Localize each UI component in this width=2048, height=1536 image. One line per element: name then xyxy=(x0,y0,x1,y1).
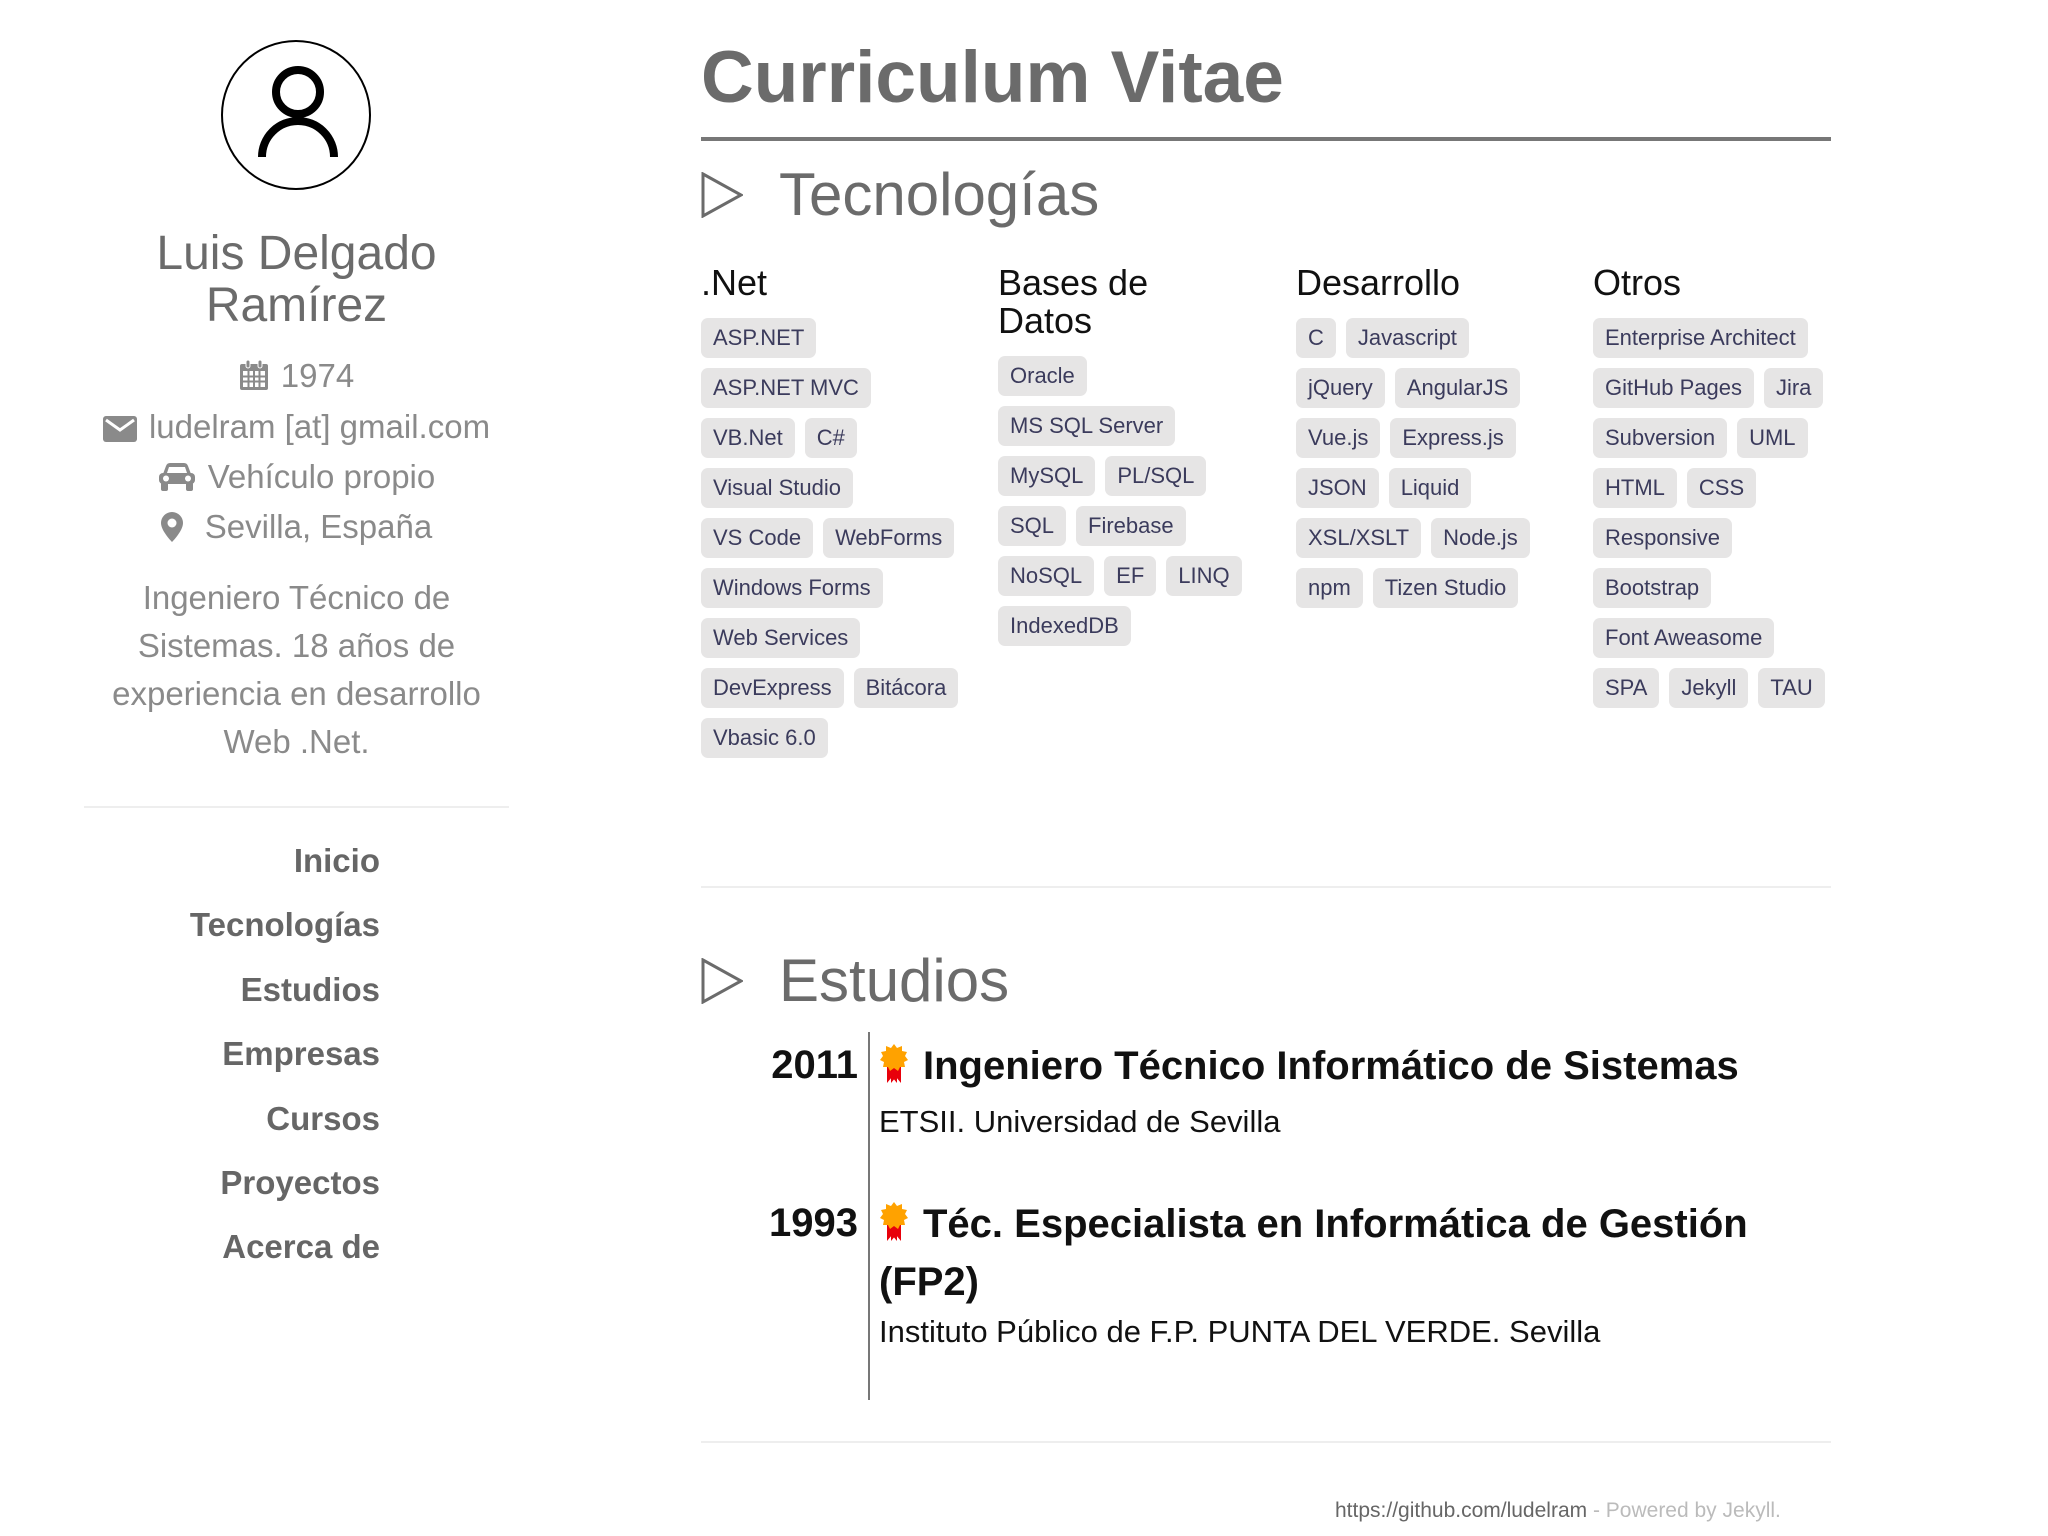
tech-column-otros xyxy=(1593,264,1883,708)
nav-proyectos[interactable]: Proyectos xyxy=(220,1163,380,1201)
tech-chip: Jira xyxy=(1764,368,1823,408)
tech-chip: C# xyxy=(805,418,857,458)
tech-chip: Liquid xyxy=(1389,468,1472,508)
tech-chip: WebForms xyxy=(823,518,954,558)
tech-chip: HTML xyxy=(1593,468,1677,508)
profile-description: Ingeniero Técnico de Sistemas. 18 años de experiencia en desarrollo Web .Net. xyxy=(112,579,481,760)
tech-chip: AngularJS xyxy=(1395,368,1521,408)
nav-estudios[interactable]: Estudios xyxy=(240,970,380,1008)
tech-chip: Express.js xyxy=(1390,418,1515,458)
tech-chip: C xyxy=(1296,318,1336,358)
tech-chip: DevExpress xyxy=(701,668,844,708)
github-link[interactable]: https://github.com/ludelram xyxy=(1335,1499,1588,1522)
tech-chip: UML xyxy=(1737,418,1807,458)
tech-column-desarrollo xyxy=(1296,264,1586,608)
tech-chip: IndexedDB xyxy=(998,606,1131,646)
chip-list xyxy=(1593,318,1833,708)
sidebar-divider xyxy=(84,806,509,808)
tech-chip: GitHub Pages xyxy=(1593,368,1754,408)
profile-name: Luis Delgado Ramírez xyxy=(156,227,437,332)
tech-chip: Vue.js xyxy=(1296,418,1380,458)
tech-chip: Javascript xyxy=(1346,318,1469,358)
tech-chip: EF xyxy=(1104,556,1156,596)
car-icon xyxy=(158,461,196,501)
tech-chip: Vbasic 6.0 xyxy=(701,718,828,758)
tech-chip: PL/SQL xyxy=(1105,456,1206,496)
chip-list xyxy=(701,318,961,758)
column-title: .Net xyxy=(701,262,768,303)
column-title: Otros xyxy=(1593,262,1682,303)
chip-list xyxy=(998,356,1258,646)
tech-chip: Visual Studio xyxy=(701,468,853,508)
timeline-line xyxy=(868,1032,870,1400)
tech-chip: Responsive xyxy=(1593,518,1732,558)
tech-chip: Oracle xyxy=(998,356,1087,396)
nav-acerca-de[interactable]: Acerca de xyxy=(222,1228,380,1266)
tech-chip: Jekyll xyxy=(1669,668,1748,708)
page-title: Curriculum Vitae xyxy=(701,37,1284,118)
tech-chip: Enterprise Architect xyxy=(1593,318,1808,358)
tech-chip: SPA xyxy=(1593,668,1659,708)
vehicle: Vehículo propio xyxy=(84,457,509,501)
nav-inicio[interactable]: Inicio xyxy=(293,842,380,879)
tech-chip: XSL/XSLT xyxy=(1296,518,1421,558)
location: Sevilla, España xyxy=(84,507,509,551)
tech-chip: Node.js xyxy=(1431,518,1530,558)
tech-column-net xyxy=(701,264,991,758)
study-title: Téc. Especialista en Informática de Gestión (FP2) xyxy=(879,1202,1748,1304)
tech-chip: ASP.NET MVC xyxy=(701,368,871,408)
powered-by: - Powered by Jekyll. xyxy=(1587,1499,1781,1522)
email: ludelram [at] gmail.com xyxy=(84,407,509,451)
tech-chip: Bootstrap xyxy=(1593,568,1711,608)
tech-chip: jQuery xyxy=(1296,368,1385,408)
tech-chip: MS SQL Server xyxy=(998,406,1175,446)
column-title: Bases de Datos xyxy=(998,262,1149,341)
tech-chip: Windows Forms xyxy=(701,568,883,608)
tech-column-bases-de-datos xyxy=(998,264,1288,646)
study-institution: ETSII. Universidad de Sevilla xyxy=(879,1104,1281,1139)
tech-chip: TAU xyxy=(1758,668,1824,708)
tech-chip: Tizen Studio xyxy=(1373,568,1518,608)
triangle-right-icon xyxy=(701,958,743,1004)
footer-divider xyxy=(701,1441,1831,1443)
footer xyxy=(1335,1497,1781,1525)
study-title: Ingeniero Técnico Informático de Sistemas xyxy=(879,1040,1819,1098)
tech-chip: CSS xyxy=(1687,468,1756,508)
title-rule xyxy=(701,137,1831,141)
nav-tecnologias[interactable]: Tecnologías xyxy=(189,906,380,944)
tech-chip: Firebase xyxy=(1076,506,1186,546)
section-divider xyxy=(701,886,1831,888)
user-circle-icon xyxy=(248,62,348,162)
tech-chip: SQL xyxy=(998,506,1066,546)
tech-chip: ASP.NET xyxy=(701,318,816,358)
envelope-icon xyxy=(103,411,137,451)
award-icon xyxy=(879,1201,909,1256)
column-title: Desarrollo xyxy=(1296,262,1461,303)
calendar-icon xyxy=(239,359,269,400)
tech-chip: JSON xyxy=(1296,468,1379,508)
nav-cursos[interactable]: Cursos xyxy=(266,1099,380,1137)
birth-year: 1974 xyxy=(84,356,509,400)
study-institution: Instituto Público de F.P. PUNTA DEL VERDE. Sevilla xyxy=(879,1314,1601,1349)
sidebar xyxy=(84,0,509,1536)
nav-empresas[interactable]: Empresas xyxy=(222,1035,380,1073)
section-heading-estudios: Estudios xyxy=(701,946,1009,1016)
tech-chip: Subversion xyxy=(1593,418,1727,458)
tech-chip: MySQL xyxy=(998,456,1095,496)
sidebar-nav xyxy=(84,838,380,1289)
tech-chip: Web Services xyxy=(701,618,860,658)
section-heading-tecnologias: Tecnologías xyxy=(701,160,1099,230)
tech-chip: NoSQL xyxy=(998,556,1094,596)
tech-chip: npm xyxy=(1296,568,1363,608)
study-year: 2011 xyxy=(771,1043,858,1087)
tech-chip: VB.Net xyxy=(701,418,795,458)
award-icon xyxy=(879,1043,909,1098)
tech-chip: LINQ xyxy=(1166,556,1241,596)
tech-chip: Bitácora xyxy=(854,668,959,708)
triangle-right-icon xyxy=(701,172,743,218)
study-year: 1993 xyxy=(769,1201,858,1245)
map-marker-icon xyxy=(161,511,183,551)
tech-chip: Font Aweasome xyxy=(1593,618,1774,658)
avatar xyxy=(221,40,371,190)
tech-chip: VS Code xyxy=(701,518,813,558)
chip-list xyxy=(1296,318,1556,608)
